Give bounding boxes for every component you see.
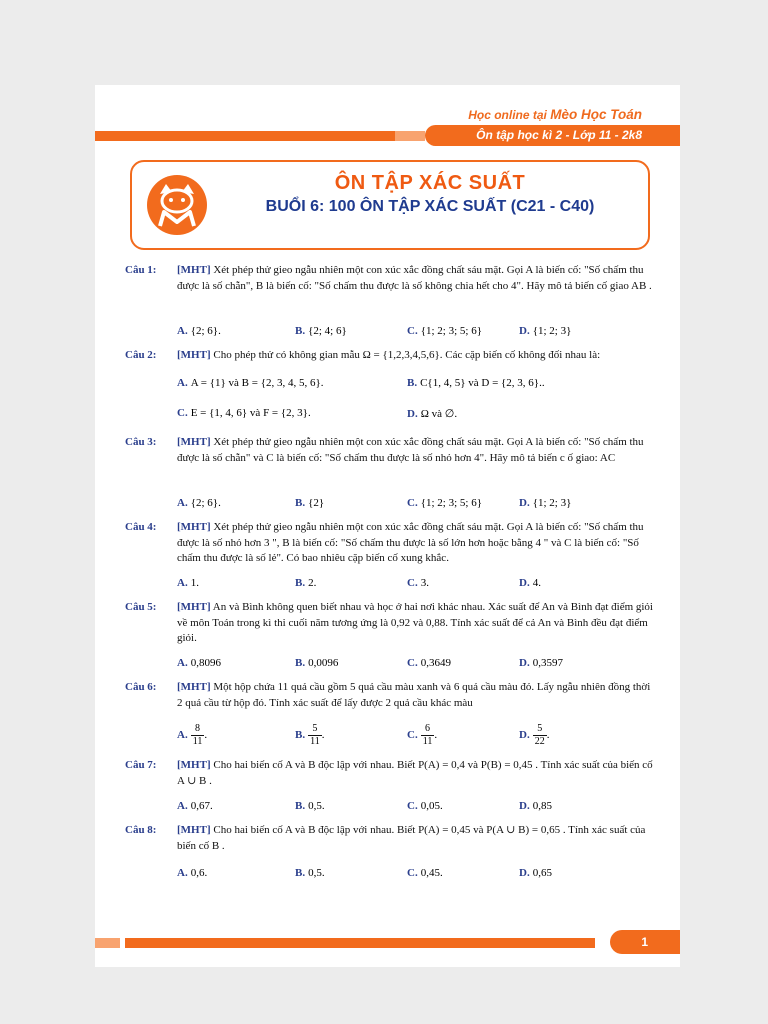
option-text: 0,85: [532, 800, 552, 812]
option-text: C{1, 4, 5} và D = {2, 3, 6}..: [420, 377, 545, 389]
option-key: C.: [407, 325, 418, 337]
option-key: B.: [295, 867, 306, 879]
option-fraction: [191, 723, 205, 748]
option-key: C.: [177, 407, 188, 419]
question-3: [125, 435, 655, 466]
question-text: [177, 758, 655, 789]
question-body: Xét phép thử gieo ngẫu nhiên một con xúc xắc đồng chất sáu mặt. Gọi A là biến cố: "Số chấm thu được là số nhỏ hơn 3 ", B là biến cố: "Số chấm thu được là số lớn hơn hoặc bằng 4 " và C là biến cố: "Số chấm thu được là số lẻ". Có bao nhiêu cặp biến cố xung khắc.: [177, 521, 644, 564]
question-body: Xét phép thử gieo ngẫu nhiên một con xúc xắc đồng chất sáu mặt. Gọi A là biến cố: "Số chấm thu được là số chẵn" và C là biến cố: "Số chấm thu được là số nhỏ hơn 4". Hãy mô tả biến c ố giao: AC: [177, 436, 644, 464]
option-6-d: D. $\frac{5}{22}$ .: [519, 723, 550, 747]
question-tag: [MHT]: [177, 681, 211, 693]
question-text: [177, 348, 655, 364]
option-text: {2; 6}.: [190, 325, 221, 337]
option-fraction: [308, 723, 322, 748]
option-key: C.: [407, 577, 418, 589]
option-key: D.: [519, 577, 530, 589]
question-tag: [MHT]: [177, 436, 211, 448]
option-2-b: [407, 377, 607, 389]
option-key: D.: [519, 325, 530, 337]
question-4: [125, 520, 655, 567]
option-key: D.: [407, 408, 418, 420]
option-text: E = {1, 4, 6} và F = {2, 3}.: [190, 407, 311, 419]
question-8: [125, 823, 655, 854]
header-band: [95, 125, 680, 145]
option-text: {1; 2; 3}: [532, 325, 572, 337]
option-key: A.: [177, 577, 188, 589]
option-text: 0,05.: [420, 800, 443, 812]
brand-prefix: Học online tại: [468, 108, 551, 122]
fraction-numerator: 5: [533, 723, 547, 736]
option-key: A.: [177, 800, 188, 812]
question-tag: [MHT]: [177, 759, 211, 771]
question-label: Câu 2:: [125, 349, 157, 361]
option-key: A.: [177, 497, 188, 509]
question-tag: [MHT]: [177, 521, 211, 533]
option-key: D.: [519, 657, 530, 669]
question-2: [125, 348, 655, 364]
fraction-denominator: 11: [422, 736, 433, 747]
option-3-d: [519, 497, 680, 509]
question-body: Cho hai biến cố A và B độc lập với nhau. Biết P(A) = 0,45 và P(A ∪ B) = 0,65 . Tính xác suất của biến cố B .: [177, 824, 646, 852]
option-key: D.: [519, 729, 530, 742]
question-label: Câu 1:: [125, 264, 157, 276]
question-label: Câu 8:: [125, 824, 157, 836]
footer-band-stripe: [125, 938, 595, 948]
footer-band-stripe-light: [95, 938, 120, 948]
page-title: ÔN TẬP XÁC SUẤT: [334, 172, 526, 194]
option-key: C.: [407, 867, 418, 879]
option-text: 3.: [420, 577, 429, 589]
option-text: 0,5.: [308, 800, 325, 812]
option-8-d: [519, 867, 680, 879]
option-text: 0,3649: [420, 657, 451, 669]
title-block: [222, 172, 638, 216]
footer-band: [95, 930, 680, 954]
option-text: 0,67.: [190, 800, 213, 812]
option-text: 0,5.: [308, 867, 325, 879]
brand-name: Mèo Học Toán: [550, 107, 642, 122]
option-text: {1; 2; 3; 5; 6}: [420, 497, 482, 509]
question-label: Câu 4:: [125, 521, 157, 533]
question-text: [177, 520, 655, 567]
question-body: Cho phép thử có không gian mẫu Ω = {1,2,3,4,5,6}. Các cặp biến cố không đối nhau là:: [210, 349, 601, 361]
option-key: A.: [177, 325, 188, 337]
option-5-d: [519, 657, 680, 669]
question-text: [177, 263, 655, 294]
fraction-denominator: 11: [310, 736, 320, 747]
option-key: D.: [519, 497, 530, 509]
option-text: {1; 2; 3; 5; 6}: [420, 325, 482, 337]
option-key: C.: [407, 800, 418, 812]
question-7: [125, 758, 655, 789]
option-key: B.: [295, 577, 306, 589]
option-key: C.: [407, 729, 418, 742]
question-label: Câu 7:: [125, 759, 157, 771]
option-key: B.: [295, 729, 306, 742]
option-text: 1.: [190, 577, 199, 589]
option-text: {2; 4; 6}: [308, 325, 347, 337]
fraction-numerator: 5: [308, 723, 322, 736]
question-tag: [MHT]: [177, 349, 211, 361]
question-tag: [MHT]: [177, 601, 211, 613]
option-text: {1; 2; 3}: [532, 497, 572, 509]
question-label: Câu 3:: [125, 436, 157, 448]
option-7-d: [519, 800, 680, 812]
document-page: [95, 85, 680, 967]
question-1: [125, 263, 655, 294]
question-label: Câu 5:: [125, 601, 157, 613]
option-1-d: [519, 325, 680, 337]
title-box: [130, 160, 650, 250]
option-text: 0,3597: [532, 657, 563, 669]
option-text: 0,8096: [190, 657, 221, 669]
option-text: Ω và ∅.: [420, 408, 458, 420]
fraction-denominator: 22: [534, 736, 545, 747]
question-5: [125, 600, 655, 647]
option-text: A = {1} và B = {2, 3, 4, 5, 6}.: [190, 377, 324, 389]
option-text: {2; 6}.: [190, 497, 221, 509]
question-6: [125, 680, 655, 711]
course-subtitle: Ôn tập học kì 2 - Lớp 11 - 2k8: [425, 125, 680, 146]
option-4-d: [519, 577, 680, 589]
option-key: C.: [407, 657, 418, 669]
question-label: Câu 6:: [125, 681, 157, 693]
option-2-d: [407, 407, 607, 420]
option-key: A.: [177, 377, 188, 389]
option-text: 0,65: [532, 867, 552, 879]
option-fraction: [533, 723, 547, 748]
page-number: 1: [610, 930, 680, 954]
option-key: A.: [177, 729, 188, 742]
cat-logo-icon: [146, 174, 208, 236]
option-2-c: [177, 407, 377, 419]
page-subtitle: BUỔI 6: 100 ÔN TẬP XÁC SUẤT (C21 - C40): [265, 198, 595, 215]
option-key: D.: [519, 800, 530, 812]
fraction-numerator: 6: [421, 723, 435, 736]
option-text: 0,0096: [308, 657, 339, 669]
question-text: [177, 600, 655, 647]
option-key: B.: [295, 325, 306, 337]
header-band-stripe-light: [395, 131, 425, 141]
option-text: 4.: [532, 577, 541, 589]
option-fraction: [421, 723, 435, 748]
option-key: A.: [177, 657, 188, 669]
question-text: [177, 435, 655, 466]
question-body: Cho hai biến cố A và B độc lập với nhau. Biết P(A) = 0,4 và P(B) = 0,45 . Tính xác suất của biến cố A ∪ B .: [177, 759, 653, 787]
question-tag: [MHT]: [177, 824, 211, 836]
option-2-a: [177, 377, 377, 389]
option-text: 0,45.: [420, 867, 443, 879]
question-body: Xét phép thử gieo ngẫu nhiên một con xúc xắc đồng chất sáu mặt. Gọi A là biến cố: "Số chấm thu được là số chẵn", B là biến cố: "Số chấm thu được là số không chia hết cho 4". Hãy mô tả biến cố giao AB .: [177, 264, 652, 292]
option-text: 2.: [308, 577, 317, 589]
option-6-b: B. $\frac{5}{11}$ .: [295, 723, 325, 747]
question-body: Một hộp chứa 11 quả cầu gồm 5 quả cầu màu xanh và 6 quả cầu màu đỏ. Lấy ngẫu nhiên đồng thời 2 quả cầu từ hộp đó. Tính xác suất để lấy được 2 quả cầu khác màu: [177, 681, 651, 709]
option-6-c: C. $\frac{6}{11}$ .: [407, 723, 438, 747]
brand-line: [468, 107, 642, 122]
fraction-numerator: 8: [191, 723, 205, 736]
option-key: A.: [177, 867, 188, 879]
option-key: D.: [519, 867, 530, 879]
option-key: B.: [295, 657, 306, 669]
question-tag: [MHT]: [177, 264, 211, 276]
option-text: 0,6.: [190, 867, 208, 879]
fraction-denominator: 11: [192, 736, 203, 747]
option-6-a: A. $\frac{8}{11}$ .: [177, 723, 208, 747]
question-text: [177, 823, 655, 854]
question-body: An và Bình không quen biết nhau và học ở hai nơi khác nhau. Xác suất để An và Bình đạt điểm giỏi về môn Toán trong kì thi cuối năm tương ứng là 0,92 và 0,88. Tính xác suất để cả An và Bình đều đạt điểm giỏi.: [177, 601, 653, 644]
option-text: {2}: [308, 497, 325, 509]
option-key: C.: [407, 497, 418, 509]
question-text: [177, 680, 655, 711]
brand-header: [468, 107, 642, 122]
option-key: B.: [295, 800, 306, 812]
header-band-stripe: [95, 131, 395, 141]
option-key: B.: [295, 497, 306, 509]
option-key: B.: [407, 377, 418, 389]
